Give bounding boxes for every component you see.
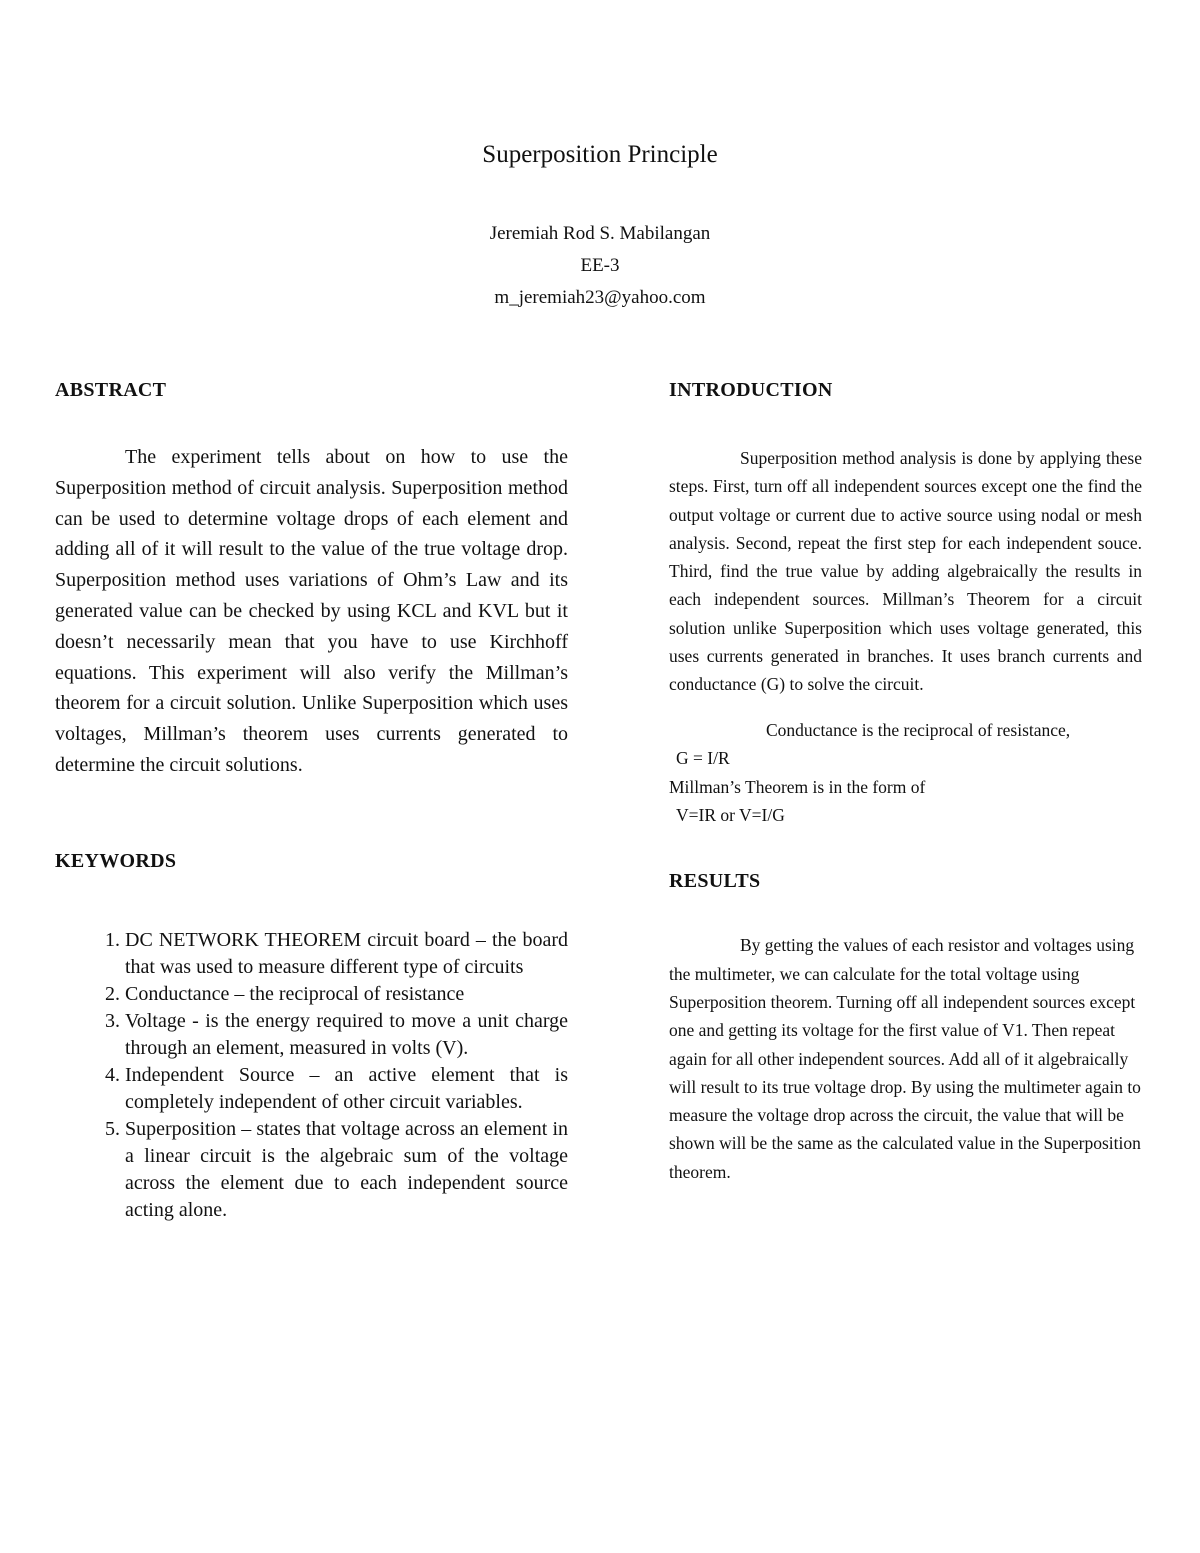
results-heading: RESULTS (669, 870, 761, 893)
keywords-heading: KEYWORDS (55, 849, 177, 872)
author-email: m_jeremiah23@yahoo.com (494, 287, 706, 308)
results-text: By getting the values of each resistor and voltages using the multimeter, we can calculate for the total voltage using Superposition theorem. Turning off all independent sources except one and getting its voltage for the first value of V1. Then repeat again for all other independent sources. Add all of it algebraically will result to its true voltage drop. By using the multimeter again to measure the voltage drop across the circuit, the value that will be shown will be the same as the calculated value in the Superposition theorem. (669, 935, 1141, 1182)
abstract-heading: ABSTRACT (55, 379, 167, 401)
conductance-line: Conductance is the reciprocal of resistance, (766, 720, 1071, 741)
keyword-item: 5. Superposition – states that voltage across an element in a linear circuit is the algebraic sum of the voltage across the element due to each independent source acting alone. (125, 1116, 568, 1224)
paper-title: Superposition Principle (482, 141, 718, 168)
author-section: EE-3 (580, 255, 620, 276)
introduction-text: Superposition method analysis is done by applying these steps. First, turn off all independent sources except one the find the output voltage or current due to active source using nodal or mesh analysis. Second, repeat the first step for each independent souce. Third, find the true value by adding algebraically the results in each independent sources. Millman’s Theorem for a circuit solution unlike Superposition which uses voltage generated, this uses currents generated in branches. It uses branch currents and conductance (G) to solve the circuit. (669, 448, 1142, 695)
conductance-formula: G = I/R (676, 748, 730, 769)
author-name: Jeremiah Rod S. Mabilangan (489, 223, 711, 244)
introduction-heading: INTRODUCTION (669, 379, 833, 401)
keyword-item: 2. Conductance – the reciprocal of resistance (125, 981, 568, 1008)
author-block (0, 218, 1200, 314)
keyword-item: 3. Voltage - is the energy required to move a unit charge through an element, measured in volts (V). (125, 1008, 568, 1062)
abstract-text: The experiment tells about on how to use the Superposition method of circuit analysis. Superposition method can be used to determine voltage drops of each element and adding all of it will result to the value of the true voltage drop. Superposition method uses variations of Ohm’s Law and its generated value can be checked by using KCL and KVL but it doesn’t necessarily mean that you have to use Kirchhoff equations. This experiment will also verify the Millman’s theorem for a circuit solution. Unlike Superposition which uses voltages, Millman’s theorem uses currents generated to determine the circuit solutions. (55, 446, 568, 776)
right-column (669, 376, 1142, 1204)
keyword-item: 4. Independent Source – an active element that is completely independent of other circuit variables. (125, 1062, 568, 1116)
keyword-item: 1. DC NETWORK THEOREM circuit board – the board that was used to measure different type of circuits (125, 927, 568, 981)
left-column (55, 376, 568, 1224)
keywords-list (55, 927, 568, 1224)
millman-formula: V=IR or V=I/G (676, 805, 785, 826)
millman-line: Millman’s Theorem is in the form of (669, 776, 926, 797)
